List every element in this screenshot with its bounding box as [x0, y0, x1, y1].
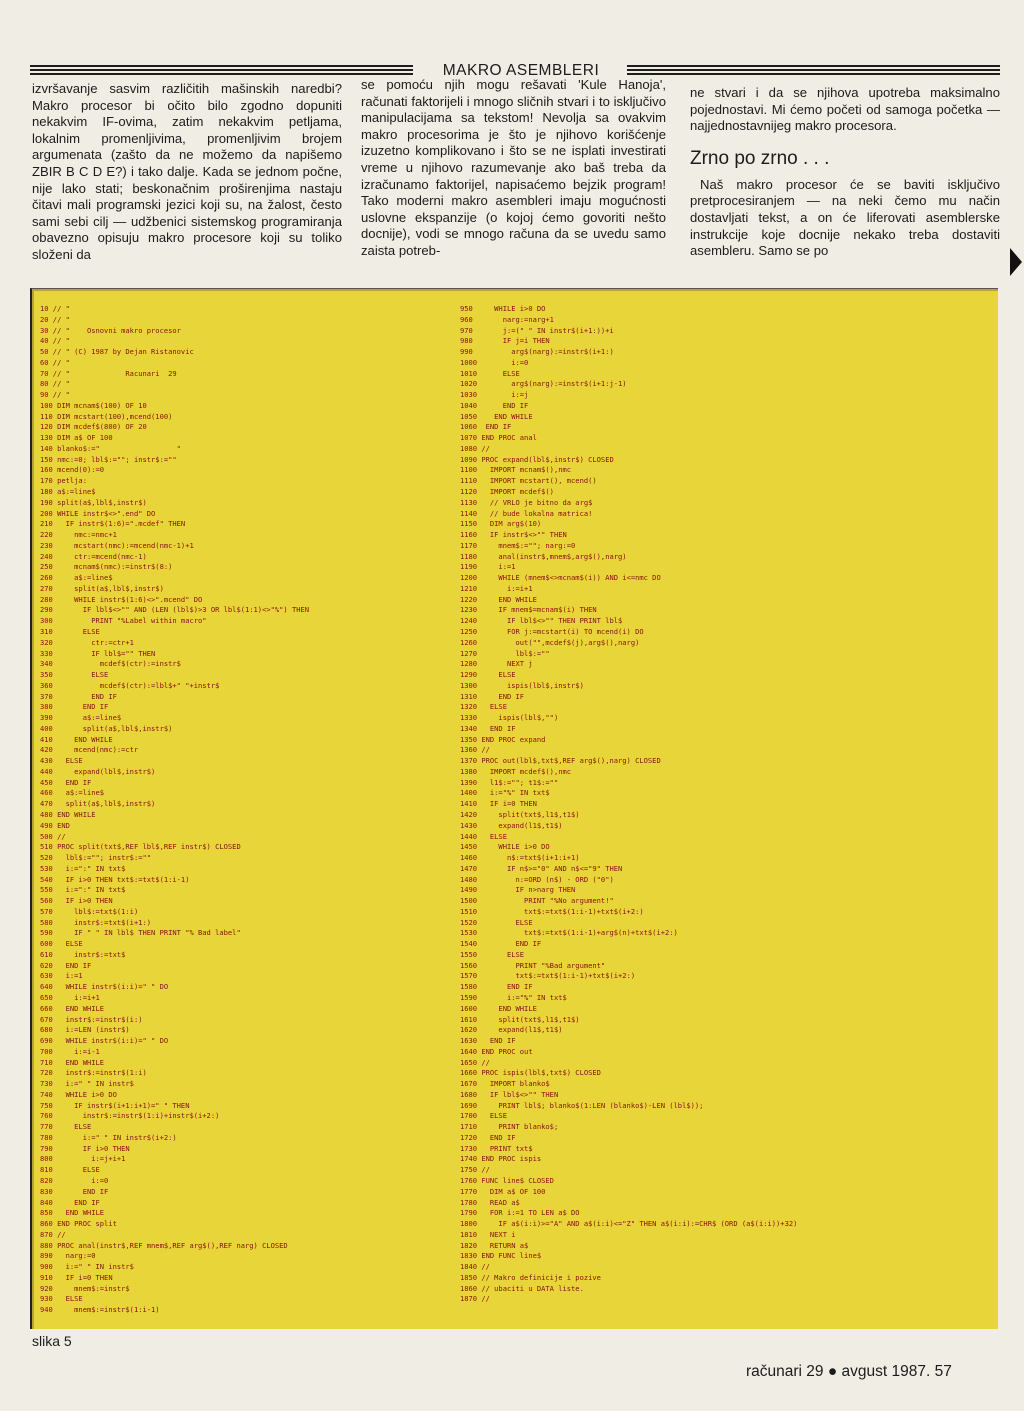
text-column-3	[690, 85, 1000, 260]
page-footer: računari 29 ● avgust 1987. 57	[746, 1363, 952, 1380]
code-listing-right: 950 WHILE i>0 DO 960 narg:=narg+1 970 j:=(" " IN instr$(i+1:))+i 980 IF j=i THEN 990 arg$(narg):=instr$(i+1:) 1000 i:=0 1010 ELSE 1020 arg$(narg):=instr$(i+1:j-1) 1030 i:=j 1040 END IF 1050 END WHILE 1060 END IF 1070 END PROC anal 1080 // 1090 PROC expand(lbl$,instr$) CLOSED 1100 IMPORT mcnam$(),nmc 1110 IMPORT mcstart(), mcend() 1120 IMPORT mcdef$() 1130 // VRLO je bitno da arg$ 1140 // bude lokalna matrica! 1150 DIM arg$(10) 1160 IF instr$<>"" THEN 1170 mnem$:=""; narg:=0 1180 anal(instr$,mnem$,arg$(),narg) 1190 i:=1 1200 WHILE (mnem$<>mcnam$(i)) AND i<=nmc DO 1210 i:=i+1 1220 END WHILE 1230 IF mnem$=mcnam$(i) THEN 1240 IF lbl$<>"" THEN PRINT lbl$ 1250 FOR j:=mcstart(i) TO mcend(i) DO 1260 out("",mcdef$(j),arg$(),narg) 1270 lbl$:="" 1280 NEXT j 1290 ELSE 1300 ispis(lbl$,instr$) 1310 END IF 1320 ELSE 1330 ispis(lbl$,"") 1340 END IF 1350 END PROC expand 1360 // 1370 PROC out(lbl$,txt$,REF arg$(),narg) CLOSED 1380 IMPORT mcdef$(),nmc 1390 l1$:=""; t1$:="" 1400 i:="%" IN txt$ 1410 IF i=0 THEN 1420 split(txt$,l1$,t1$) 1430 expand(l1$,t1$) 1440 ELSE 1450 WHILE i>0 DO 1460 n$:=txt$(i+1:i+1) 1470 IF n$>="0" AND n$<="9" THEN 1480 n:=ORD (n$) - ORD ("0") 1490 IF n>narg THEN 1500 PRINT "%No argument!" 1510 txt$:=txt$(1:i-1)+txt$(i+2:) 1520 ELSE 1530 txt$:=txt$(1:i-1)+arg$(n)+txt$(i+2:) 1540 END IF 1550 ELSE 1560 PRINT "%Bad argument" 1570 txt$:=txt$(1:i-1)+txt$(i+2:) 1580 END IF 1590 i:="%" IN txt$ 1600 END WHILE 1610 split(txt$,l1$,t1$) 1620 expand(l1$,t1$) 1630 END IF 1640 END PROC out 1650 // 1660 PROC ispis(lbl$,txt$) CLOSED 1670 IMPORT blanko$ 1680 IF lbl$<>"" THEN 1690 PRINT lbl$; blanko$(1:LEN (blanko$)-LEN (lbl$)); 1700 ELSE 1710 PRINT blanko$; 1720 END IF 1730 PRINT txt$ 1740 END PROC ispis 1750 // 1760 FUNC line$ CLOSED 1770 DIM a$ OF 100 1780 READ a$ 1790 FOR i:=1 TO LEN a$ DO 1800 IF a$(i:i)>="A" AND a$(i:i)<="Z" THEN a$(i:i):=CHR$ (ORD (a$(i:i))+32) 1810 NEXT i 1820 RETURN a$ 1830 END FUNC line$ 1840 // 1850 // Makro definicije i pozive 1860 // ubaciti u DATA liste. 1870 //	[460, 304, 798, 1304]
text-column-2	[361, 77, 666, 260]
code-listing-left: 10 // " 20 // " 30 // " Osnovni makro procesor 40 // " 50 // " (C) 1987 by Dejan Ristanovic 60 // " 70 // " Racunari 29 80 // " 90 // " 100 DIM mcnam$(100) OF 10 110 DIM mcstart(100),mcend(100) 120 DIM mcdef$(800) OF 20 130 DIM a$ OF 100 140 blanko$:=" " 150 nmc:=0; lbl$:=""; instr$:="" 160 mcend(0):=0 170 petlja: 180 a$:=line$ 190 split(a$,lbl$,instr$) 200 WHILE instr$<>".end" DO 210 IF instr$(1:6)=".mcdef" THEN 220 nmc:=nmc+1 230 mcstart(nmc):=mcend(nmc-1)+1 240 ctr:=mcend(nmc-1) 250 mcnam$(nmc):=instr$(8:) 260 a$:=line$ 270 split(a$,lbl$,instr$) 280 WHILE instr$(1:6)<>".mcend" DO 290 IF lbl$<>"" AND (LEN (lbl$)>3 OR lbl$(1:1)<>"%") THEN 300 PRINT "%Label within macro" 310 ELSE 320 ctr:=ctr+1 330 IF lbl$="" THEN 340 mcdef$(ctr):=instr$ 350 ELSE 360 mcdef$(ctr):=lbl$+" "+instr$ 370 END IF 380 END IF 390 a$:=line$ 400 split(a$,lbl$,instr$) 410 END WHILE 420 mcend(nmc):=ctr 430 ELSE 440 expand(lbl$,instr$) 450 END IF 460 a$:=line$ 470 split(a$,lbl$,instr$) 480 END WHILE 490 END 500 // 510 PROC split(txt$,REF lbl$,REF instr$) CLOSED 520 lbl$:=""; instr$:="" 530 i:=":" IN txt$ 540 IF i>0 THEN txt$:=txt$(1:i-1) 550 i:=":" IN txt$ 560 IF i>0 THEN 570 lbl$:=txt$(1:i) 580 instr$:=txt$(i+1:) 590 IF " " IN lbl$ THEN PRINT "% Bad label" 600 ELSE 610 instr$:=txt$ 620 END IF 630 i:=1 640 WHILE instr$(i:i)=" " DO 650 i:=i+1 660 END WHILE 670 instr$:=instr$(i:) 680 i:=LEN (instr$) 690 WHILE instr$(i:i)=" " DO 700 i:=i-1 710 END WHILE 720 instr$:=instr$(1:i) 730 i:=" " IN instr$ 740 WHILE i>0 DO 750 IF instr$(i+1:i+1)=" " THEN 760 instr$:=instr$(1:i)+instr$(i+2:) 770 ELSE 780 i:=" " IN instr$(i+2:) 790 IF i>0 THEN 800 i:=j+i+1 810 ELSE 820 i:=0 830 END IF 840 END IF 850 END WHILE 860 END PROC split 870 // 880 PROC anal(instr$,REF mnem$,REF arg$(),REF narg) CLOSED 890 narg:=0 900 i:=" " IN instr$ 910 IF i=0 THEN 920 mnem$:=instr$ 930 ELSE 940 mnem$:=instr$(1:i-1)	[40, 304, 310, 1315]
figure-caption: slika 5	[32, 1333, 72, 1349]
continue-arrow-icon	[1010, 248, 1022, 276]
subheading: Zrno po zrno . . .	[690, 147, 830, 169]
paragraph: izvršavanje sasvim različitih mašinskih naredbi? Makro procesor bi očito bilo zgodno dopuniti nekakvim IF-ovima, zatim nekakvim petljama, lokalnim promenljivima, promenljivim brojem argumenata (zašto da ne možemo da napišemo ZBIR B C D E?) i tako dalje. Kada se jednom počne, nije lako stati; beskonačnim proširenjima nastaju čitavi mali programski jezici koji su, na žalost, često sami sebi cilj — udžbenici sistemskog programiranja obavezno opisuju makro procesore koji su toliko složeni da	[32, 81, 342, 262]
paragraph: ne stvari i da se njihova upotreba maksimalno pojednostavi. Mi ćemo početi od samoga početka — najjednostavnijeg makro procesora.	[690, 85, 1000, 134]
paragraph: Naš makro procesor će se baviti isključivo pretprocesiranjem — na neki čemo mu način dostavljati tekst, a on će liferovati asemblerske instrukcije koje docnije nekako treba dostaviti asembleru. Samo se po	[690, 176, 1000, 259]
code-listing-panel	[30, 288, 998, 1329]
section-title: MAKRO ASEMBLERI	[442, 62, 600, 79]
paragraph: se pomoću njih mogu rešavati 'Kule Hanoja', računati faktorijeli i mnogo sličnih stvari i to isključivo manipulacijama sa tekstom! Nevolja sa ovakvim makro procesorima je što je njihovo korišćenje izuzetno komplikovano i što se ne isplati investirati vreme u njihovo razumevanje ako baš treba da izračunamo faktorijel, napisaćemo bejzik program! Tako moderni makro asembleri imaju mogućnosti uslovne ekspanzije (o kojoj ćemo govoriti nešto docnije), vodi se mnogo računa da se uvedu samo zaista potreb-	[361, 77, 666, 258]
text-column-1	[32, 81, 342, 264]
header-rule-right	[627, 65, 1000, 77]
header-rule-left	[30, 65, 413, 77]
